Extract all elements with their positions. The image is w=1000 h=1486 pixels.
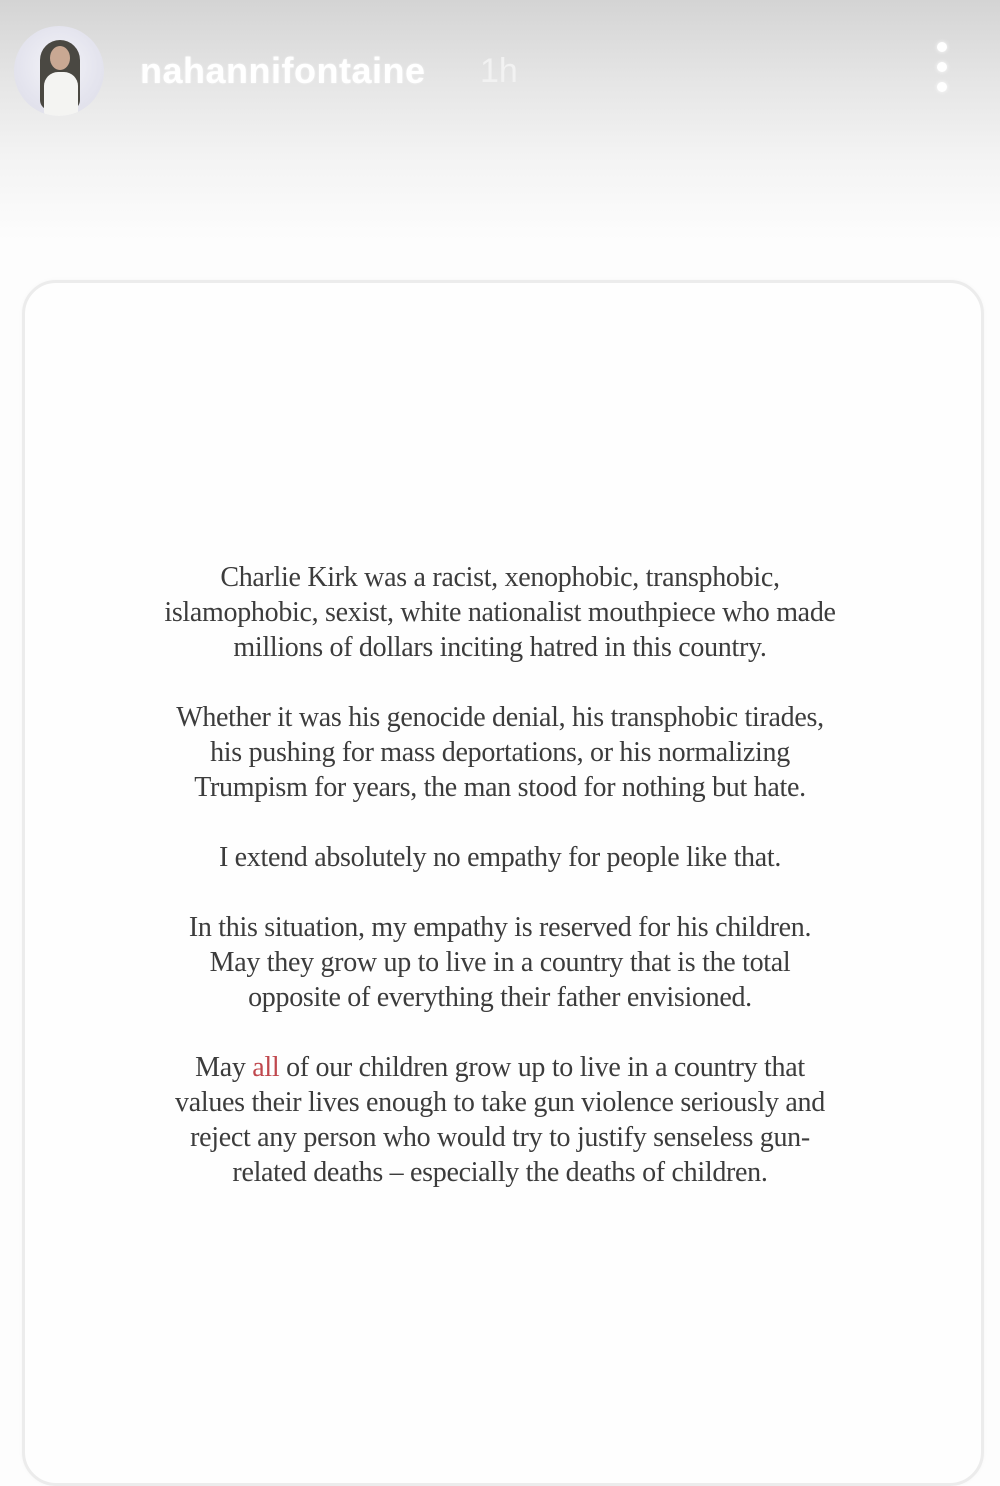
paragraph-2 — [60, 700, 940, 805]
post-body — [60, 560, 940, 1225]
post-timestamp: 1h — [480, 52, 518, 90]
text-line: I extend absolutely no empathy for people like that. — [218, 842, 782, 873]
paragraph-3 — [60, 840, 940, 875]
username-link[interactable]: nahannifontaine — [140, 50, 426, 91]
more-vertical-icon — [937, 82, 947, 92]
avatar-body — [44, 72, 78, 116]
text-line: May they grow up to live in a country that is the total — [209, 947, 791, 978]
text-fragment: May — [195, 1052, 253, 1083]
text-line: related deaths – especially the deaths of children. — [232, 1157, 768, 1188]
more-vertical-icon — [937, 62, 947, 72]
text-line: opposite of everything their father envisioned. — [248, 982, 752, 1013]
text-line: Charlie Kirk was a racist, xenophobic, transphobic, — [220, 562, 780, 593]
more-options-button[interactable] — [928, 42, 956, 92]
paragraph-1 — [60, 560, 940, 665]
text-line: Whether it was his genocide denial, his transphobic tirades, — [176, 702, 824, 733]
text-fragment: of our children grow up to live in a country that — [279, 1052, 805, 1083]
text-line: reject any person who would try to justify senseless gun- — [190, 1122, 810, 1153]
paragraph-5 — [60, 1050, 940, 1190]
highlighted-word: all — [252, 1052, 280, 1083]
avatar[interactable] — [14, 26, 104, 116]
text-line: his pushing for mass deportations, or his normalizing — [210, 737, 790, 768]
more-vertical-icon — [937, 42, 947, 52]
text-line: islamophobic, sexist, white nationalist mouthpiece who made — [164, 597, 836, 628]
story-header — [0, 0, 1000, 240]
avatar-face — [50, 46, 70, 70]
text-line: values their lives enough to take gun violence seriously and — [175, 1087, 825, 1118]
text-line: Trumpism for years, the man stood for nothing but hate. — [194, 772, 806, 803]
paragraph-4 — [60, 910, 940, 1015]
text-line: In this situation, my empathy is reserved for his children. — [188, 912, 812, 943]
text-line — [60, 1050, 940, 1085]
text-line: millions of dollars inciting hatred in this country. — [233, 632, 767, 663]
